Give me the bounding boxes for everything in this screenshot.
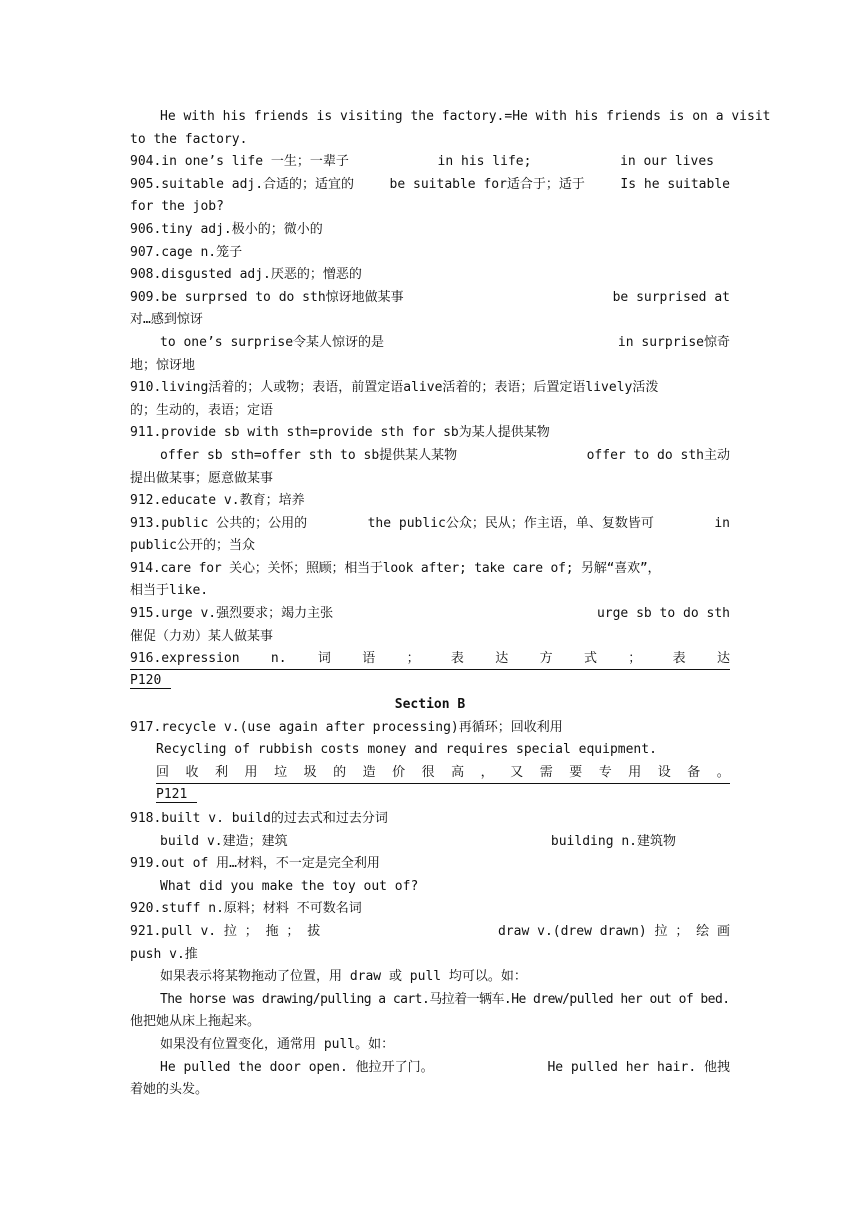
translation-char: 专 <box>598 765 612 781</box>
entry-text: be suitable for适合于；适于 <box>389 176 585 192</box>
entry-914: 914.care for 关心；关怀；照顾；相当于look after; take care of; 另解“喜欢”， <box>130 560 661 576</box>
entry-word: 达 <box>716 651 730 667</box>
entry-word: 表 <box>672 651 686 667</box>
entry-word: n. <box>270 651 287 667</box>
entry-text: build v.建造；建筑 <box>160 833 288 849</box>
entry-916 <box>130 648 730 670</box>
entry-text: Is he suitable <box>620 176 730 192</box>
page-ref <box>130 670 730 694</box>
entry-907: 907.cage n.笼子 <box>130 244 243 260</box>
entry-text: building n.建筑物 <box>550 833 676 849</box>
translation-char: 垃 <box>274 765 288 781</box>
example-sentence: The horse was drawing/pulling a cart.马拉着一辆车.He drew/pulled her out of bed. <box>160 991 730 1007</box>
entry-text: in <box>714 515 730 531</box>
entry-word: 916.expression <box>130 651 240 667</box>
example-sentence: Recycling of rubbish costs money and requires special equipment. <box>156 742 657 758</box>
entry-911-cont <box>130 445 730 468</box>
page-ref <box>130 784 730 808</box>
entry-917: 917.recycle v.(use again after processing)再循环；回收利用 <box>130 719 563 735</box>
translation-char: 备 <box>687 765 701 781</box>
translation-char: 很 <box>421 765 435 781</box>
text-line: 对…感到惊讶 <box>130 312 203 328</box>
entry-912: 912.educate v.教育；培养 <box>130 493 305 509</box>
entry-text: be surprised at <box>612 289 730 305</box>
example-sentence: He pulled the door open. 他拉开了门。 <box>160 1059 434 1075</box>
entry-text: in surprise惊奇 <box>617 334 730 350</box>
entry-text: 913.public 公共的；公用的 <box>130 515 308 531</box>
entry-text: offer sb sth=offer sth to sb提供某人某物 <box>160 447 458 463</box>
entry-text: to one’s surprise令某人惊讶的是 <box>160 334 385 350</box>
translation-char: 用 <box>628 765 642 781</box>
entry-text: offer to do sth主动 <box>586 447 730 463</box>
entry-905 <box>130 174 730 197</box>
entry-915 <box>130 603 730 626</box>
translation-char: 造 <box>362 765 376 781</box>
entry-910: 910.living活着的；人或物；表语，前置定语alive活着的；表语；后置定语lively活泼 <box>130 380 659 396</box>
translation-char: 圾 <box>303 765 317 781</box>
note-line: 如果表示将某物拖动了位置，用 draw 或 pull 均可以。如： <box>160 969 527 985</box>
entry-906: 906.tiny adj.极小的；微小的 <box>130 221 323 237</box>
entry-919: 919.out of 用…材料，不一定是完全利用 <box>130 856 380 872</box>
text-line: 他把她从床上拖起来。 <box>130 1014 261 1030</box>
translation-char: 用 <box>244 765 258 781</box>
text-line: public公开的；当众 <box>130 538 255 554</box>
entry-909 <box>130 287 730 310</box>
translation-char: 设 <box>657 765 671 781</box>
entry-word: ； <box>406 651 420 667</box>
translation-char: 的 <box>333 765 347 781</box>
translation-char: 利 <box>215 765 229 781</box>
entry-word: 表 <box>450 651 464 667</box>
page-ref-text: P121 <box>156 784 197 803</box>
entry-text: the public公众；民从；作主语，单、复数皆可 <box>367 515 654 531</box>
translation-char: 价 <box>392 765 406 781</box>
text-line: push v.推 <box>130 946 198 962</box>
entry-text: urge sb to do sth <box>596 606 730 622</box>
entry-text: 915.urge v.强烈要求；竭力主张 <box>130 606 334 622</box>
entry-text: in his life; <box>437 154 532 170</box>
entry-904 <box>130 151 730 174</box>
example-sentence: He pulled her hair. 他拽 <box>547 1059 730 1075</box>
entry-920: 920.stuff n.原料；材料 不可数名词 <box>130 901 362 917</box>
text-line: He with his friends is visiting the factory.=He with his friends is on a visit <box>160 109 771 124</box>
translation-char: 要 <box>569 765 583 781</box>
text-line: 提出做某事；愿意做某事 <box>130 470 274 486</box>
entry-word: 词 <box>317 651 331 667</box>
entry-text: 905.suitable adj.合适的；适宜的 <box>130 176 355 192</box>
translation-char: 高 <box>451 765 465 781</box>
text-line: 地；惊讶地 <box>130 357 196 373</box>
entry-word: ； <box>628 651 642 667</box>
text-line: for the job? <box>130 199 224 215</box>
entry-918: 918.built v. build的过去式和过去分词 <box>130 811 388 827</box>
entry-921 <box>130 921 730 944</box>
entry-908: 908.disgusted adj.厌恶的；憎恶的 <box>130 267 362 283</box>
entry-text: 909.be surprsed to do sth惊讶地做某事 <box>130 289 404 305</box>
entry-911: 911.provide sb with sth=provide sth for sb为某人提供某物 <box>130 425 550 441</box>
translation-char: 又 <box>510 765 524 781</box>
entry-913 <box>130 513 730 536</box>
text-line: 相当于like. <box>130 583 209 599</box>
entry-909-cont <box>130 332 730 355</box>
translation-char: ， <box>480 765 494 781</box>
document-page <box>130 106 771 1102</box>
entry-word: 语 <box>362 651 376 667</box>
section-heading: Section B <box>394 697 466 713</box>
entry-918-cont <box>130 831 730 854</box>
entry-text: in our lives <box>620 154 714 170</box>
entry-text: 904.in one’s life 一生；一辈子 <box>130 154 349 170</box>
translation-char: 。 <box>716 765 730 781</box>
example-row <box>130 1057 730 1080</box>
translation-char: 收 <box>185 765 199 781</box>
note-line: 如果没有位置变化，通常用 pull。如： <box>160 1036 395 1052</box>
entry-word: 式 <box>583 651 597 667</box>
text-line: 的；生动的，表语；定语 <box>130 402 274 418</box>
translation-line <box>156 762 730 784</box>
translation-char: 需 <box>539 765 553 781</box>
example-sentence: What did you make the toy out of? <box>160 878 419 894</box>
entry-text: 921.pull v. 拉 ； 拖 ； 拔 <box>130 924 321 939</box>
page-ref-text: P120 <box>130 670 171 689</box>
text-line: 着她的头发。 <box>130 1082 209 1098</box>
text-line: to the factory. <box>130 131 248 147</box>
entry-word: 达 <box>495 651 509 667</box>
translation-char: 回 <box>156 765 170 781</box>
text-line: 催促（力劝）某人做某事 <box>130 628 274 644</box>
entry-word: 方 <box>539 651 553 667</box>
entry-text: draw v.(drew drawn) 拉 ； 绘 画 <box>497 924 730 939</box>
